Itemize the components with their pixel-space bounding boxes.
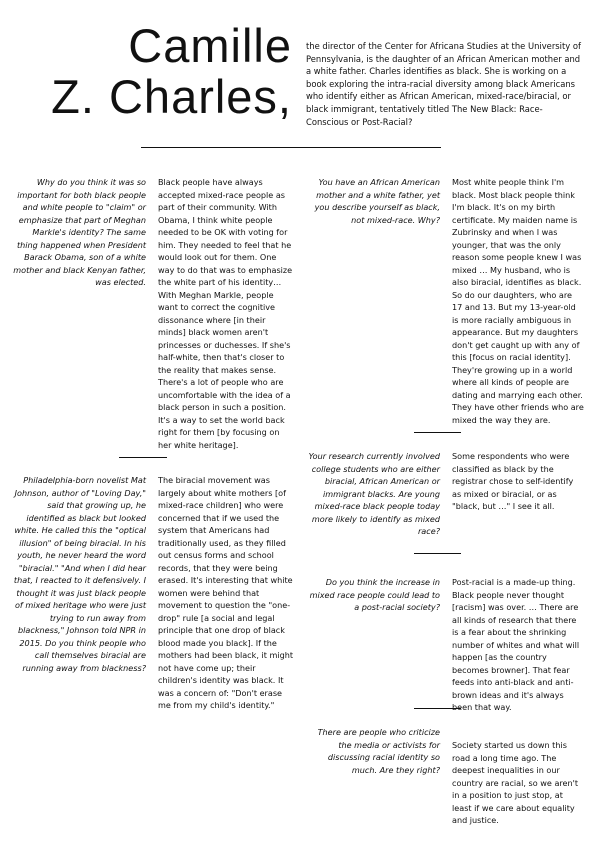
header-rule — [141, 147, 441, 148]
intro-paragraph: the director of the Center for Africana Studies at the University of Pennsylvania, is the daughter of an African American mother and a white father. Charles identifies as black. She is working on a book exploring the intra-racial diversity among black Americans who identify either as African American, mixed-race/biracial, or black immigrant, tentatively titled The New Black: Race-Conscious or Post-Racial? — [306, 41, 581, 127]
question-3: You have an African American mother and a white father, yet you describe yourself as black, not mixed-race. Why? — [314, 177, 440, 225]
answer-6: Society started us down this road a long time ago. The deepest inequalities in our country are racial, so we aren't in a position to just stop, at least if we care about equality and justice. — [452, 740, 579, 825]
answer-2: The biracial movement was largely about white mothers [of mixed-race children] who were concerned that if we used the system that Americans had traditionally used, as they filled out census forms and school records, that they were being erased. It's interesting that white women were behind that movement to question the "one-drop" rule [a social and legal principle that one drop of black blood made you black]. If the mothers had been black, it might not have come up; their children's identity was black. It was a concern of: "Don't erase me from my child's identity." — [158, 475, 294, 710]
answer-4: Some respondents who were classified as black by the registrar chose to self-identify as mixed or biracial, or as "black, but …" I see it all. — [452, 451, 574, 511]
answer-1: Black people have always accepted mixed-race people as part of their community. With Obama, I think white people needed to be OK with voting for him. They needed to feel that he would look out for them. One way to do that was to emphasize the white part of his identity… With Meghan Markle, people want to correct the cognitive dissonance where [in their minds] black women aren't princesses or duchesses. If she's half-white, then that's closer to the reality that makes sense. There's a lot of people who are uncomfortable with the idea of a black person in such a position. It's a way to set the world back right for them [by focusing on her white heritage]. — [158, 177, 293, 450]
section-divider — [414, 432, 461, 433]
question-2: Philadelphia-born novelist Mat Johnson, author of "Loving Day," said that growing up, he identified as black but looked white. He called this the "optical illusion" of being biracial. In his youth, he never heard the word "biracial." "And when I did hear that, I reacted to it defensively. I thought it was just black people of mixed heritage who were just trying to run away from blackness," Johnson told NPR in 2015. Do you think people who call themselves biracial are running away from blackness? — [13, 475, 146, 673]
section-divider — [119, 457, 167, 458]
section-divider — [414, 553, 461, 554]
question-6: There are people who criticize the media or activists for discussing racial identity so much. Are they right? — [317, 727, 440, 775]
interview-title — [51, 20, 292, 122]
answer-5: Post-racial is a made-up thing. Black people never thought [racism] was over. … There are all kinds of research that there is a fear about the shrinking number of whites and what will happen [as the country becomes browner]. That fear feeds into anti-black and anti-brown ideas and it's always been that way. — [452, 577, 580, 712]
question-5: Do you think the increase in mixed race people could lead to a post-racial society? — [309, 577, 440, 612]
answer-3: Most white people think I'm black. Most black people think I'm black. It's on my birth certificate. My maiden name is Zubrinsky and when I was younger, that was the only reason some people knew I was mixed … My husband, who is also biracial, identifies as black. So do our daughters, who are 17 and 13. But my 13-year-old is more racially ambiguous in appearance. But my daughters don't get caught up with any of this [focus on racial identity]. They're growing up in a world where all kinds of people are dating and marrying each other. They have other friends who are mixed the way they are. — [452, 177, 584, 425]
question-1: Why do you think it was so important for both black people and white people to "claim" or emphasize that part of Meghan Markle's identity? The same thing happened when President Barack Obama, son of a white mother and black Kenyan father, was elected. — [13, 177, 146, 287]
title-first-name: Camille — [128, 19, 292, 72]
question-4: Your research currently involved college students who are either biracial, African American or immigrant blacks. Are young mixed-race black people today more likely to identify as mixed race? — [308, 451, 440, 536]
title-last-name: Z. Charles, — [51, 70, 292, 123]
section-divider — [414, 708, 461, 709]
